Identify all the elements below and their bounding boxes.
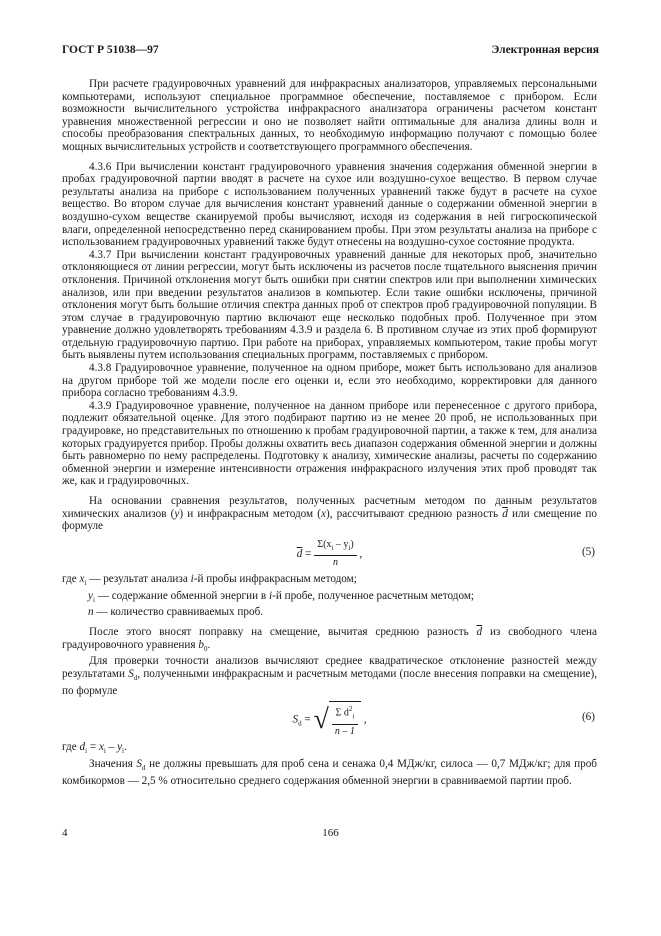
paragraph-4-3-6: 4.3.6 При вычислении констант градуировочного уравнения значения содержания обменной энергии в пробах градуировочной партии вводят в расчете на сухое или воздушно-сухое вещество. В первом случае результаты анализа на приборе с использованием полученных уравнений также будут в расчете на сухое вещество. Во втором случае для вычисления констант уравнений данные о содержании обменной энергии в воздушно-сухом веществе сканируемой пробы вычисляют, исходя из содержания в ней гигроскопической влаги, определенной непосредственно перед сканированием пробы. При этом результаты анализа на приборе с использованием градуировочных уравнений также будут отнесены на воздушно-сухое состояние продукта. [62,160,597,249]
square-root-sign: √ [313,704,329,736]
where-x: где $x_i$ — результат анализа i-й пробы инфракрасным методом; [62,572,357,588]
document-body [62,78,597,788]
where-y: $y_i$ — содержание обменной энергии в i-й пробе, полученное расчетным методом; [88,589,475,604]
formula-6: $S_d$ = √ $\frac{\Sigma d^2_i}{n - 1}$ , (6) [62,697,597,741]
formula-6-number: (6) [581,711,595,724]
paragraph-limits: Значения $S_d$ не должны превышать для проб сена и сенажа 0,4 МДж/кг, силоса — 0,7 МДж/кг; для проб комбикормов — 2,5 % относительно среднего содержания обменной энергии в сравниваемой партии проб. [62,758,597,788]
paragraph-mean-difference: На основании сравнения результатов, полученных расчетным методом по данным результатов химических анализов (y) и инфракрасным методом (x), рассчитывают среднюю разность $\overline{d}$ или смещение по формуле [62,495,598,533]
where-d: где $d_i = x_i - y_i$. [62,741,127,756]
where-n: n — количество сравниваемых проб. [88,606,264,619]
paragraph-4-3-9: 4.3.9 Градуировочное уравнение, полученное на данном приборе или перенесенное с другого прибора, подлежит обязательной оценке. Для этого подбирают партию из не менее 20 проб, не использованных при градуировке, но представительных по отношению к пробам градуировочной партии, а также к тем, для анализа которых градуируется прибор. Пробы должны охватить весь диапазон содержания обменной энергии и должны быть равномерно по нему распределены. Подготовку к анализу, химические анализы, расчеты по содержанию обменной энергии и измерение интенсивности отражения инфракрасного излучения этих проб проводят так же, как и градуировочных. [62,399,597,488]
formula-5-fraction: $\frac{\Sigma(x_i - y_i)}{n}$ [314,539,356,570]
paragraph-4-3-7: 4.3.7 При вычислении констант градуировочных уравнений данные для некоторых проб, значительно отклоняющиеся от линии регрессии, могут быть исключены из расчетов после тщательного выяснения причин отклонения. Причиной отклонения могут быть ошибки при снятии спектров или при выполнении химических анализов, или при введении результатов анализов в компьютер. Если такие ошибки исключены, причиной отклонения могут быть большие отличия спектра данных проб от спектров проб градуировочной популяции. В этом случае в градуировочную партию включают еще несколько подобных проб. Полученное при этом уравнение должно удовлетворять требованиям 4.3.9 и раздела 6. В противном случае из этих проб формируют отдельную градуировочную партию. При работе на приборах, управляемых компьютером, такие пробы могут быть выявлены путем использования специальных программ, поставляемых с прибором. [62,248,597,362]
edition-label: Электронная версия [491,44,599,56]
formula-5-number: (5) [581,545,595,558]
paragraph-accuracy-check: Для проверки точности анализов вычисляют среднее квадратическое отклонение разностей между результатами $S_d$, полученными инфракрасным и расчетным методами (после внесения поправки на смещение), по формуле [62,655,598,697]
formula-5: $\overline{d}$ = $\frac{\Sigma(x_i - y_i)}{n}$ , (5) [296,538,595,569]
paragraph-intro: При расчете градуировочных уравнений для инфракрасных анализаторов, управляемых персональными компьютерами, используют специальное программное обеспечение, поставляемое с прибором. Если возможности вычислительного устройства инфракрасного анализатора ограничены расчетом констант уравнения множественной регрессии и оно не позволяет найти оптимальные для анализа длины волн и способы преобразования спектральных данных, то необходимую информацию получают с помощью более мощных вычислительных устройств и соответствующего программного обеспечения. [62,78,597,153]
paragraph-4-3-8: 4.3.8 Градуировочное уравнение, полученное на одном приборе, может быть использовано для анализов на другом приборе той же модели после его оценки и, если это необходимо, корректировки для данного прибора согласно требованиям 4.3.9. [62,362,597,400]
document-code: ГОСТ Р 51038—97 [62,44,159,56]
paragraph-bias-correction: После этого вносят поправку на смещение, вычитая среднюю разность $\overline{d}$ из свободного члена градуировочного уравнения $b_0$. [62,626,597,653]
page-number: 166 [322,827,339,839]
section-page-number: 4 [62,827,68,839]
formula-6-fraction: $\frac{\Sigma d^2_i}{n - 1}$ [332,703,358,739]
